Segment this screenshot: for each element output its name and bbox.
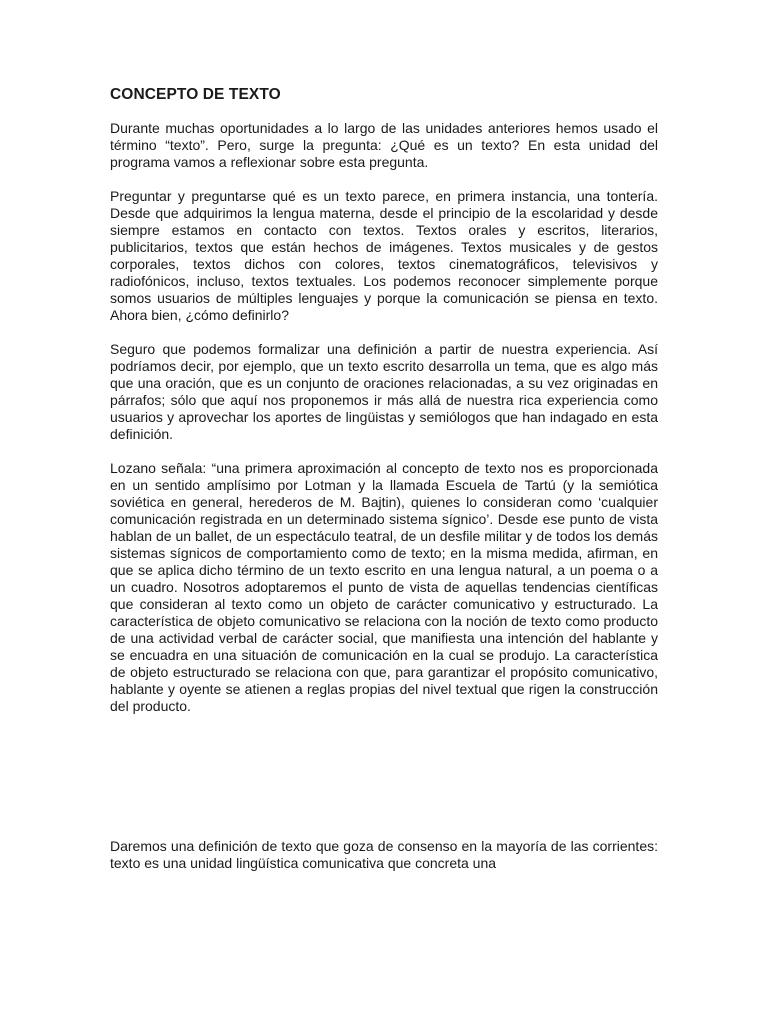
paragraph-definition: Daremos una definición de texto que goza de consenso en la mayoría de las corrientes: texto es una unidad lingüística comunicativa que concreta una	[110, 838, 658, 871]
paragraph-question: Preguntar y preguntarse qué es un texto parece, en primera instancia, una tontería. Desde que adquirimos la lengua materna, desde el principio de la escolaridad y desde siempre estamos en contacto con textos. Textos orales y escritos, literarios, publicitarios, textos que están hechos de imágenes. Textos musicales y de gestos corporales, textos dichos con colores, textos cinematográficos, televisivos y radiofónicos, incluso, textos textuales. Los podemos reconocer simplemente porque somos usuarios de múltiples lenguajes y porque la comunicación se piensa en texto. Ahora bien, ¿cómo definirlo?	[110, 188, 658, 323]
paragraph-intro: Durante muchas oportunidades a lo largo de las unidades anteriores hemos usado el término “texto”. Pero, surge la pregunta: ¿Qué es un texto? En esta unidad del programa vamos a reflexionar sobre esta pregunta.	[110, 120, 658, 170]
paragraph-experience: Seguro que podemos formalizar una definición a partir de nuestra experiencia. Así podríamos decir, por ejemplo, que un texto escrito desarrolla un tema, que es algo más que una oración, que es un conjunto de oraciones relacionadas, a su vez originadas en párrafos; sólo que aquí nos proponemos ir más allá de nuestra rica experiencia como usuarios y aprovechar los aportes de lingüistas y semiólogos que han indagado en esta definición.	[110, 341, 658, 442]
document-page	[110, 86, 658, 889]
document-title: CONCEPTO DE TEXTO	[110, 86, 281, 103]
paragraph-lozano-quote: Lozano señala: “una primera aproximación al concepto de texto nos es proporcionada en un sentido amplísimo por Lotman y la llamada Escuela de Tartú (y la semiótica soviética en general, herederos de M. Bajtin), quienes lo consideran como ‘cualquier comunicación registrada en un determinado sistema sígnico’. Desde ese punto de vista hablan de un ballet, de un espectáculo teatral, de un desfile militar y de todos los demás sistemas sígnicos de comportamiento como de texto; en la misma medida, afirman, en que se aplica dicho término de un texto escrito en una lengua natural, a un poema o a un cuadro. Nosotros adoptaremos el punto de vista de aquellas tendencias científicas que consideran al texto como un objeto de carácter comunicativo y estructurado. La característica de objeto comunicativo se relaciona con la noción de texto como producto de una actividad verbal de carácter social, que manifiesta una intención del hablante y se encuadra en una situación de comunicación en la cual se produjo. La característica de objeto estructurado se relaciona con que, para garantizar el propósito comunicativo, hablante y oyente se atienen a reglas propias del nivel textual que rigen la construcción del producto.	[110, 460, 658, 714]
blank-space	[110, 732, 658, 838]
